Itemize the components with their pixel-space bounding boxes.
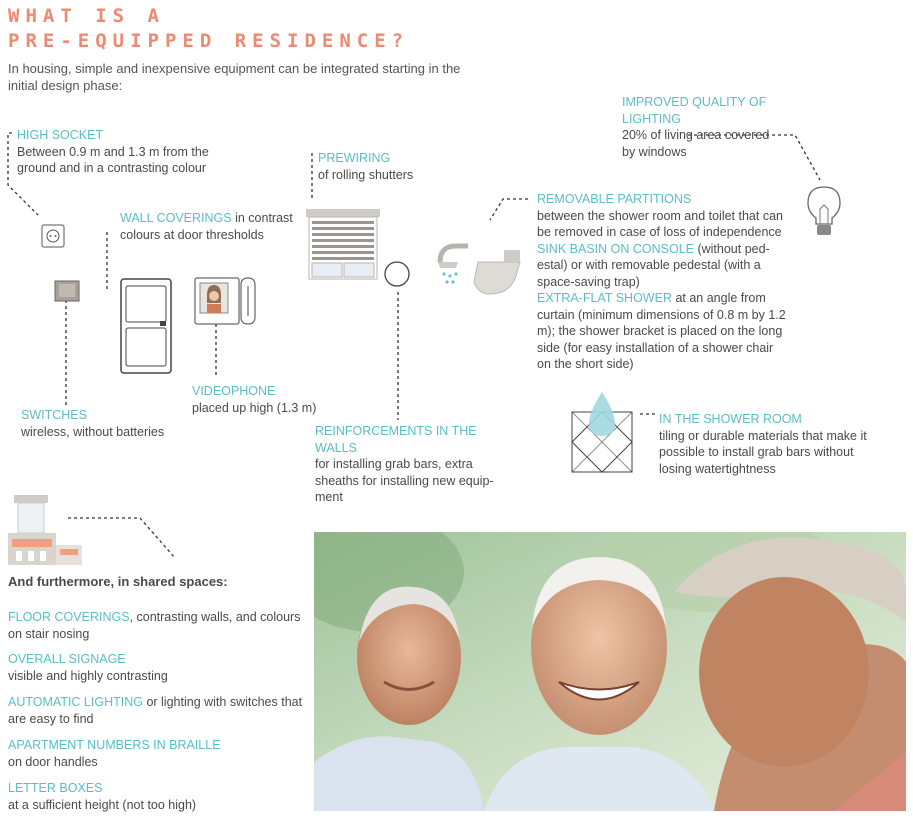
sink-label: SINK BASIN ON CONSOLE: [537, 241, 694, 256]
switches-block: [21, 407, 191, 440]
high-socket-label: HIGH SOCKET: [17, 128, 104, 142]
lighting-block: [622, 94, 822, 160]
videophone-text: placed up high (1.3 m): [192, 400, 317, 415]
wall-coverings-block: [120, 210, 295, 243]
shared-item: [8, 737, 308, 770]
wall-coverings-text: in contrast colours at door thresholds: [120, 211, 293, 242]
partitions-label: REMOVABLE PARTITIONS: [537, 192, 692, 206]
lighting-text: 20% of living area covered by windows: [622, 128, 770, 159]
photo-elderly-men: [314, 532, 906, 811]
prewiring-text: of rolling shutters: [318, 167, 414, 182]
switches-label: SWITCHES: [21, 408, 87, 422]
sink-text: (without ped-estal) or with removable pedestal (with a space-saving trap): [537, 241, 770, 289]
shower-room-label: IN THE SHOWER ROOM: [659, 412, 802, 426]
shower-room-text: tiling or durable materials that make it possible to install grab bars without losing watertightness: [659, 428, 867, 476]
shower-label: EXTRA-FLAT SHOWER: [537, 291, 672, 305]
prewiring-label: PREWIRING: [318, 151, 391, 165]
shared-item-text: or lighting with switches that are easy to find: [8, 695, 303, 726]
high-socket-text: Between 0.9 m and 1.3 m from the ground and in a contrasting colour: [17, 144, 209, 175]
reinforcements-block: [315, 423, 507, 506]
shared-item-label: AUTOMATIC LIGHTING: [8, 695, 143, 709]
partitions-text: between the shower room and toilet that can be removed in case of loss of independence: [537, 208, 783, 239]
bulb-icon: [805, 185, 843, 244]
shared-item: [8, 694, 308, 727]
shared-item-text: on door handles: [8, 754, 98, 769]
switch-icon: [54, 280, 80, 307]
intro-text: In housing, simple and inexpensive equipment can be integrated starting in the initial design phase:: [8, 61, 461, 93]
videophone-icon: [194, 276, 260, 333]
prewiring-block: [318, 150, 458, 183]
shared-item-text: visible and highly contrasting: [8, 668, 168, 683]
shared-item: [8, 651, 308, 684]
shared-item-text: , contrasting walls, and colours on stair nosing: [8, 610, 301, 641]
shared-item-label: LETTER BOXES: [8, 781, 103, 795]
shared-item: [8, 780, 308, 813]
shared-spaces-title: And furthermore, in shared spaces:: [8, 574, 228, 589]
page-title-line2: PRE-EQUIPPED RESIDENCE?: [8, 30, 410, 52]
bathroom-block: [537, 191, 789, 373]
videophone-label: VIDEOPHONE: [192, 384, 276, 398]
lighting-label: IMPROVED QUALITY OF LIGHTING: [622, 95, 767, 126]
shared-item-text: at a sufficient height (not too high): [8, 797, 197, 812]
reinforcements-label: REINFORCEMENTS IN THE WALLS: [315, 424, 477, 455]
building-icon: [8, 495, 84, 572]
tile-drop-icon: [571, 390, 633, 479]
shower-text: at an angle from curtain (minimum dimensions of 0.8 m by 1.2 m); the shower bracket is placed on the long side (for easy installation of a shower chair on the short side): [537, 291, 786, 371]
round-grab-icon: [383, 260, 411, 293]
videophone-block: [192, 383, 332, 416]
page-title-line1: WHAT IS A: [8, 5, 165, 27]
switches-text: wireless, without batteries: [21, 424, 165, 439]
shower-room-block: [659, 411, 869, 477]
shared-item-label: APARTMENT NUMBERS IN BRAILLE: [8, 738, 221, 752]
shared-item: [8, 609, 308, 642]
door-icon: [120, 278, 172, 379]
wall-coverings-label: WALL COVERINGS: [120, 211, 232, 225]
shutter-icon: [306, 209, 380, 286]
socket-icon: [41, 224, 65, 253]
bathroom-icon: [434, 236, 522, 305]
shared-item-label: FLOOR COVERINGS: [8, 610, 130, 624]
reinforcements-text: for installing grab bars, extra sheaths for installing new equip-ment: [315, 457, 494, 504]
shared-item-label: OVERALL SIGNAGE: [8, 652, 126, 666]
